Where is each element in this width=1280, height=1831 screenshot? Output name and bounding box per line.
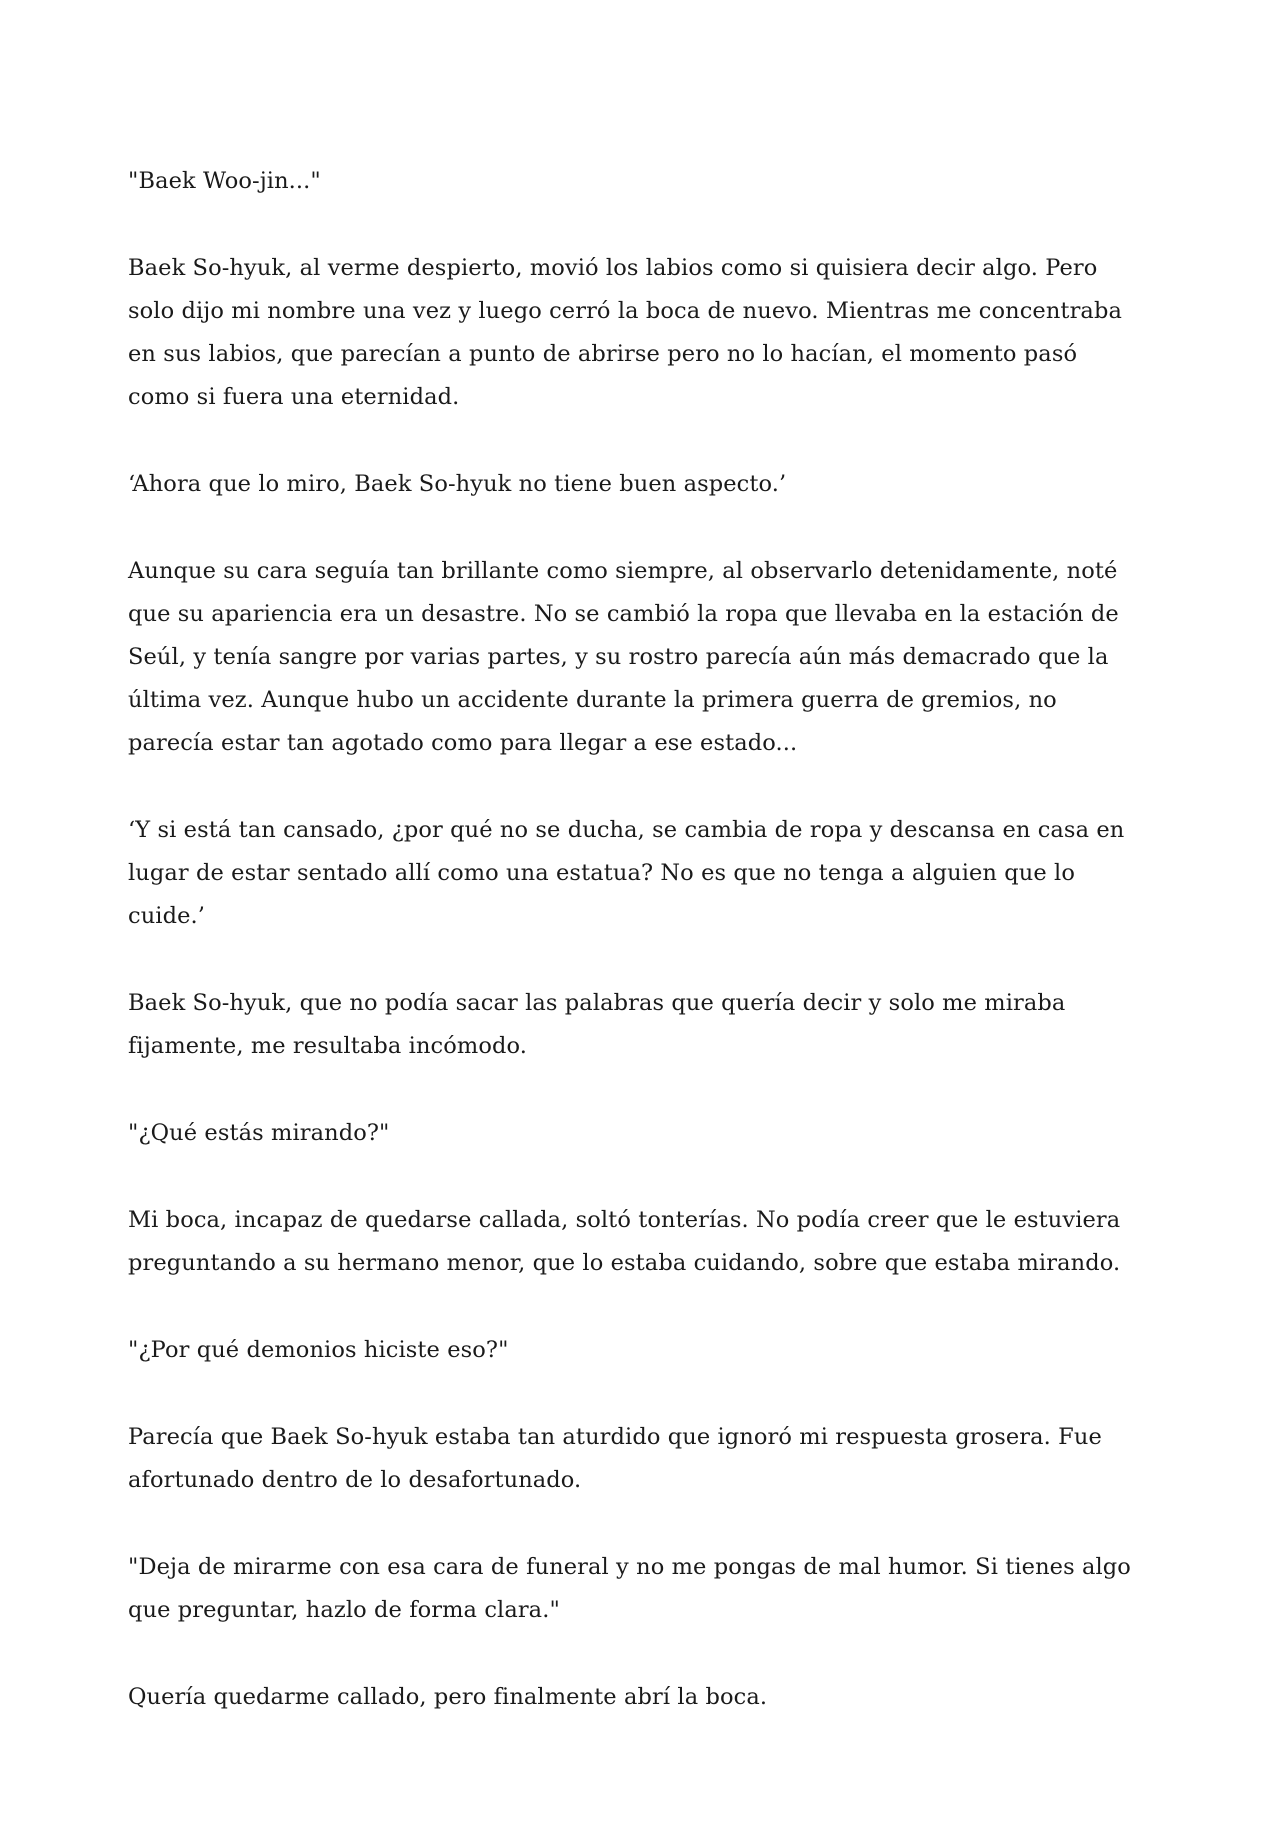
paragraph-5: ‘Y si está tan cansado, ¿por qué no se ducha, se cambia de ropa y descansa en casa en lugar de estar sentado allí como una estatua? No es que no tenga a alguien que lo cuide.’ <box>128 817 1125 929</box>
paragraph-9: "¿Por qué demonios hiciste eso?" <box>128 1337 509 1363</box>
paragraph-2: Baek So-hyuk, al verme despierto, movió los labios como si quisiera decir algo. Pero solo dijo mi nombre una vez y luego cerró la boca de nuevo. Mientras me concentraba en sus labios, que parecían a punto de abrirse pero no lo hacían, el momento pasó como si fuera una eternidad. <box>128 255 1122 410</box>
paragraph-12: Quería quedarme callado, pero finalmente abrí la boca. <box>128 1684 768 1710</box>
paragraph-6: Baek So-hyuk, que no podía sacar las palabras que quería decir y solo me miraba fijamente, me resultaba incómodo. <box>128 990 1066 1059</box>
paragraph-8: Mi boca, incapaz de quedarse callada, soltó tonterías. No podía creer que le estuviera preguntando a su hermano menor, que lo estaba cuidando, sobre que estaba mirando. <box>128 1207 1121 1276</box>
paragraph-1: "Baek Woo-jin..." <box>128 168 321 194</box>
paragraph-11: "Deja de mirarme con esa cara de funeral y no me pongas de mal humor. Si tienes algo que preguntar, hazlo de forma clara." <box>128 1554 1131 1623</box>
paragraph-7: "¿Qué estás mirando?" <box>128 1120 390 1146</box>
paragraph-4: Aunque su cara seguía tan brillante como siempre, al observarlo detenidamente, noté que su apariencia era un desastre. No se cambió la ropa que llevaba en la estación de Seúl, y tenía sangre por varias partes, y su rostro parecía aún más demacrado que la última vez. Aunque hubo un accidente durante la primera guerra de gremios, no parecía estar tan agotado como para llegar a ese estado... <box>128 558 1119 756</box>
paragraph-10: Parecía que Baek So-hyuk estaba tan aturdido que ignoró mi respuesta grosera. Fue afortunado dentro de lo desafortunado. <box>128 1424 1102 1493</box>
paragraph-3: ‘Ahora que lo miro, Baek So-hyuk no tiene buen aspecto.’ <box>128 471 787 497</box>
